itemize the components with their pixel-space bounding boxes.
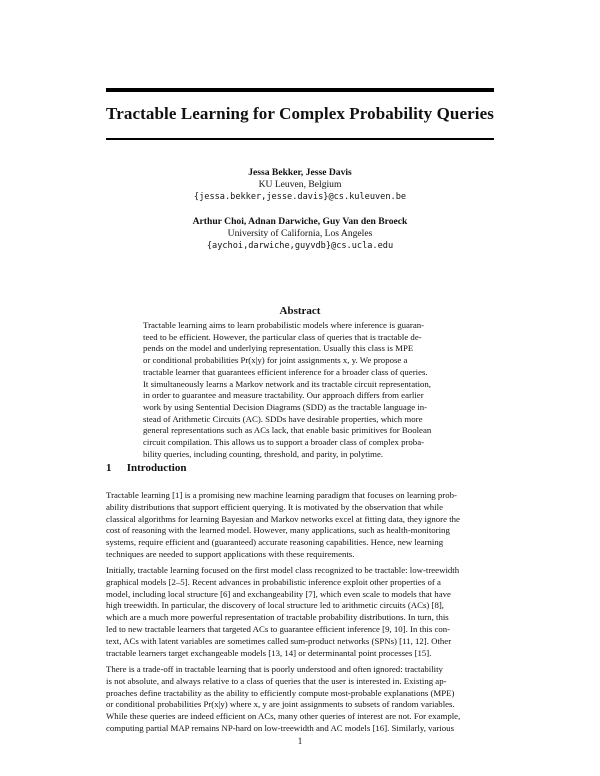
abstract-line: pends on the model and underlying representation. Usually this class is MPE [143, 343, 414, 354]
abstract-line: in order to guarantee and measure tractability. Our approach differs from earlier [143, 390, 424, 401]
body-line: tractable learners target exchangeable models [13, 14] or determinantal point processes [15]. [106, 647, 432, 658]
author-institution: University of California, Los Angeles [227, 228, 373, 239]
paper-title: Tractable Learning for Complex Probability Queries [106, 104, 494, 123]
body-line: graphical models [2–5]. Recent advances in probabilistic inference exploit other properties of a [106, 576, 441, 587]
abstract-line: Tractable learning aims to learn probabilistic models where inference is guaran- [143, 320, 425, 330]
body-line: text, ACs with latent variables are sometimes called sum-product networks (SPNs) [11, 12]. Other [106, 635, 452, 646]
body-line: There is a trade-off in tractable learning that is poorly understood and often ignored: tractability [106, 664, 443, 674]
author-institution: KU Leuven, Belgium [258, 179, 342, 190]
abstract-line: bility queries, including counting, threshold, and parity, in polytime. [143, 448, 384, 459]
abstract-heading: Abstract [279, 305, 321, 317]
author-block-2 [100, 216, 500, 252]
abstract-line: or conditional probabilities Pr(x|y) for joint assignments x, y. We propose a [143, 355, 408, 366]
abstract-line: work by using Sentential Decision Diagrams (SDD) as the tractable language in- [143, 401, 428, 412]
body-paragraph-1 [106, 490, 495, 561]
body-line: or conditional probabilities Pr(x|y) where x, y are joint assignments to subsets of random variables. [106, 699, 455, 710]
section-title: Introduction [126, 462, 187, 474]
body-line: ability distributions that support efficient querying. It is motivated by the observation that while [106, 501, 443, 512]
author-names: Jessa Bekker, Jesse Davis [248, 167, 352, 178]
abstract-line: general representations such as ACs lack, that enable basic primitives for Boolean [143, 425, 432, 436]
body-line: led to new tractable learners that targeted ACs to guarantee efficient inference [9, 10]. In this con- [106, 623, 451, 634]
body-line: cost of reasoning with the learned model. However, many applications, such as health-monitoring [106, 525, 450, 536]
abstract-body [143, 320, 458, 460]
body-paragraph-2 [106, 565, 495, 659]
section-number: 1 [106, 462, 112, 474]
title-bottom-rule [106, 138, 494, 140]
body-line: Tractable learning [1] is a promising new machine learning paradigm that focuses on learning prob- [106, 490, 457, 500]
body-line: model, including local structure [6] and exchangeability [7], which even scale to models that have [106, 588, 451, 599]
body-line: techniques are needed to support applications with these requirements. [106, 548, 355, 559]
author-email: {jessa.bekker,jesse.davis}@cs.kuleuven.be [193, 192, 407, 202]
author-block-1 [100, 167, 500, 203]
body-line: While these queries are indeed efficient on ACs, many other queries of interest are not. For example, [106, 711, 461, 722]
abstract-line: teed to be efficient. However, the particular class of queries that is tractable de- [143, 331, 422, 342]
body-line: systems, require efficient and (guaranteed) accurate reasoning capabilities. Hence, new learning [106, 537, 444, 548]
page-number: 1 [297, 736, 303, 746]
abstract-line: It simultaneously learns a Markov network and its tractable circuit representation, [143, 378, 432, 389]
body-paragraph-3 [106, 664, 495, 735]
section-heading [106, 462, 186, 474]
body-line: proaches define tractability as the ability to efficiently compute most-probable explanations (MPE) [106, 687, 455, 698]
body-line: classical algorithms for learning Bayesian and Markov networks excel at fitting data, they ignore the [106, 513, 460, 524]
body-line: Initially, tractable learning focused on the first model class recognized to be tractable: low-treewidth [106, 565, 460, 575]
author-names: Arthur Choi, Adnan Darwiche, Guy Van den Broeck [192, 216, 408, 227]
author-email: {aychoi,darwiche,guyvdb}@cs.ucla.edu [206, 241, 394, 251]
body-line: is not absolute, and always relative to a class of queries that the user is interested in. Existing ap- [106, 675, 447, 686]
body-line: high treewidth. In particular, the discovery of local structure led to arithmetic circuits (ACs) [8], [106, 600, 444, 611]
abstract-line: stead of Arithmetic Circuits (AC). SDDs have desirable properties, which more [143, 413, 423, 424]
abstract-line: circuit compilation. This allows us to support a broader class of complex proba- [143, 437, 425, 448]
body-line: which are a much more powerful representation of tractable probability distributions. In turn, this [106, 612, 449, 623]
body-line: computing partial MAP remains NP-hard on low-treewidth and AC models [16]. Similarly, various [106, 722, 454, 733]
title-top-rule [106, 88, 494, 92]
abstract-line: tractable learner that guarantees efficient inference for a broader class of queries. [143, 366, 428, 377]
